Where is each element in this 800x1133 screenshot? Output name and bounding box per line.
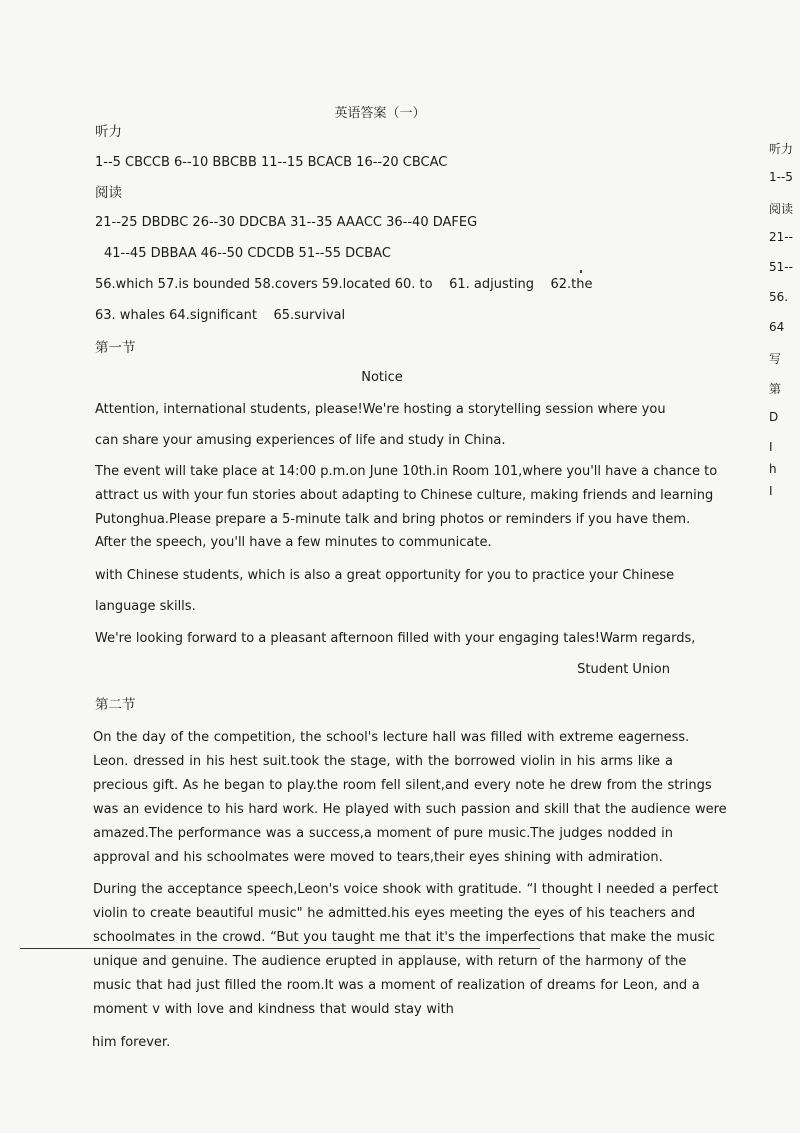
story-line: During the acceptance speech,Leon's voice shook with gratitude. “I thought I needed a perfect <box>93 882 719 897</box>
story-line: approval and his schoolmates were moved to tears,their eyes shining with admiration. <box>93 850 663 865</box>
edge-fragment: 21-- <box>769 230 793 244</box>
edge-fragment: D <box>769 410 779 424</box>
scan-speck <box>580 270 582 273</box>
reading-answers-1: 21--25 DBDBC 26--30 DDCBA 31--35 AAACC 36--40 DAFEG <box>95 215 478 230</box>
edge-fragment: 64 <box>769 320 785 334</box>
story-line: unique and genuine. The audience erupted in applause, with return of the harmony of the <box>93 954 687 969</box>
story-line: violin to create beautiful music" he admitted.his eyes meeting the eyes of his teachers and <box>93 906 696 921</box>
edge-fragment: 阅读 <box>769 202 794 216</box>
edge-fragment: 听力 <box>769 142 794 156</box>
story-line: On the day of the competition, the school's lecture hall was filled with extreme eagerness. <box>93 730 690 745</box>
story-line: was an evidence to his hard work. He played with such passion and skill that the audience were <box>93 802 727 817</box>
section-2-heading: 第二节 <box>95 697 136 713</box>
notice-line: Putonghua.Please prepare a 5-minute talk and bring photos or reminders if you have them. <box>95 512 691 527</box>
listening-heading: 听力 <box>95 124 122 140</box>
notice-line: The event will take place at 14:00 p.m.on June 10th.in Room 101,where you'll have a chance to <box>95 464 718 479</box>
section-1-heading: 第一节 <box>95 340 136 356</box>
story-line: music that had just filled the room.It was a moment of realization of dreams for Leon, and a <box>93 978 700 993</box>
edge-fragment: I <box>769 484 773 498</box>
edge-fragment: 51-- <box>769 260 793 274</box>
page-title: 英语答案（一） <box>334 106 426 121</box>
scan-rule-line <box>20 948 540 949</box>
notice-signoff: Student Union <box>577 662 670 677</box>
notice-line: Attention, international students, please!We're hosting a storytelling session where you <box>95 402 666 417</box>
story-line: schoolmates in the crowd. “But you taught me that it's the imperfections that make the music <box>93 930 715 945</box>
fill-answers-1: 56.which 57.is bounded 58.covers 59.located 60. to 61. adjusting 62.the <box>95 277 593 292</box>
notice-line: language skills. <box>95 599 196 614</box>
reading-answers-2: 41--45 DBBAA 46--50 CDCDB 51--55 DCBAC <box>104 246 391 261</box>
edge-fragment: I <box>769 440 773 454</box>
edge-fragment: h <box>769 462 777 476</box>
notice-line: After the speech, you'll have a few minutes to communicate. <box>95 535 492 550</box>
story-line: Leon. dressed in his hest suit.took the stage, with the borrowed violin in his arms like a <box>93 754 673 769</box>
listening-answers: 1--5 CBCCB 6--10 BBCBB 11--15 BCACB 16--20 CBCAC <box>95 155 448 170</box>
notice-line: with Chinese students, which is also a great opportunity for you to practice your Chinese <box>95 568 675 583</box>
story-line: amazed.The performance was a success,a moment of pure music.The judges nodded in <box>93 826 673 841</box>
story-line: moment v with love and kindness that would stay with <box>93 1002 454 1017</box>
fill-answers-2: 63. whales 64.significant 65.survival <box>95 308 346 323</box>
story-closing: him forever. <box>92 1035 171 1050</box>
edge-fragment: 1--5 <box>769 170 793 184</box>
notice-line: attract us with your fun stories about adapting to Chinese culture, making friends and learning <box>95 488 714 503</box>
edge-fragment: 写 <box>769 352 782 366</box>
notice-line: can share your amusing experiences of life and study in China. <box>95 433 506 448</box>
notice-title: Notice <box>361 370 403 385</box>
story-paragraph-2 <box>93 878 719 1022</box>
story-line: precious gift. As he began to play.the room fell silent,and every note he drew from the strings <box>93 778 712 793</box>
story-paragraph-1 <box>93 726 727 870</box>
reading-heading: 阅读 <box>95 185 122 201</box>
edge-fragment: 56. <box>769 290 789 304</box>
notice-line: We're looking forward to a pleasant afternoon filled with your engaging tales!Warm regards, <box>95 631 696 646</box>
edge-fragment: 第 <box>769 382 782 396</box>
